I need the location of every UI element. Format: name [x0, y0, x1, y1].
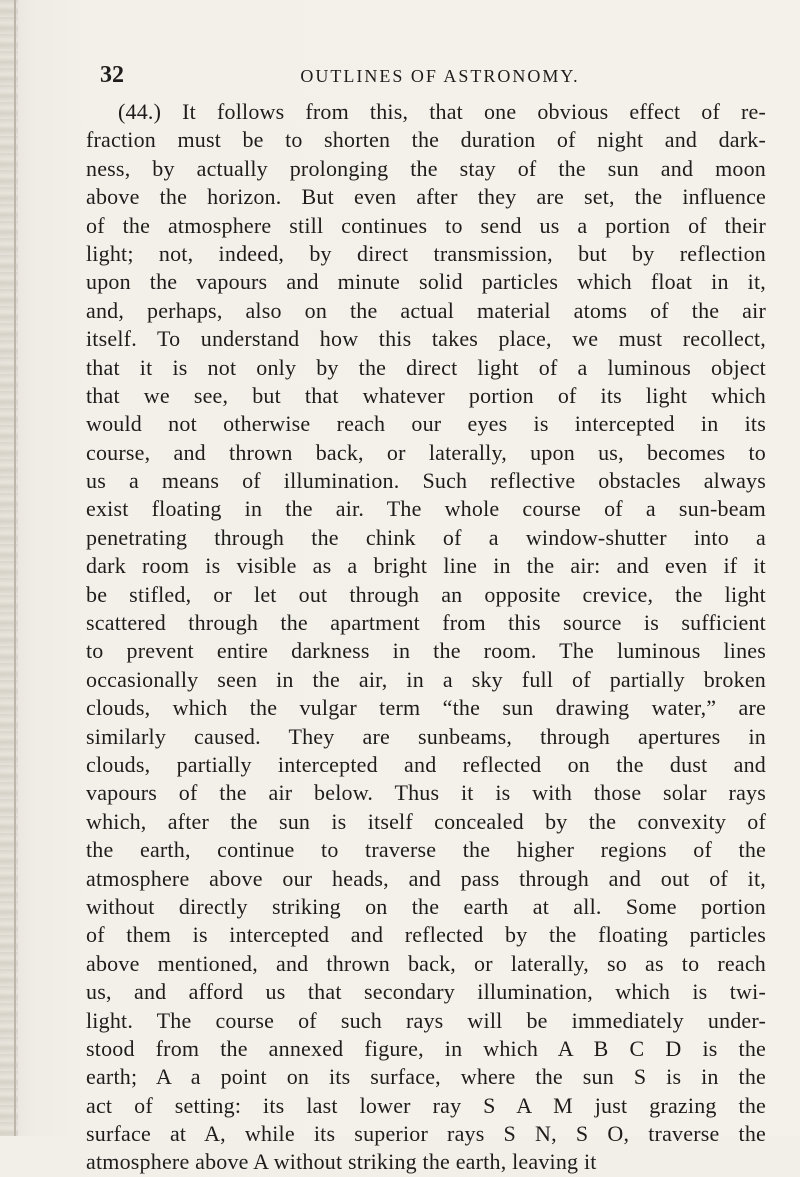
text-line: fraction must be to shorten the duration of night and dark-: [86, 127, 766, 153]
text-line: atmosphere above A without striking the earth, leaving it: [86, 1149, 597, 1175]
text-line: itself. To understand how this takes place, we must recollect,: [86, 326, 766, 352]
text-line: that we see, but that whatever portion of its light which: [86, 382, 766, 408]
text-line: clouds, which the vulgar term “the sun drawing water,” are: [86, 695, 766, 721]
text-line: of the atmosphere still continues to send us a portion of their: [86, 212, 766, 238]
text-line: vapours of the air below. Thus it is with those solar rays: [86, 780, 766, 806]
running-title: OUTLINES OF ASTRONOMY.: [300, 66, 580, 86]
text-line: dark room is visible as a bright line in the air: and even if it: [86, 553, 766, 579]
text-line: exist floating in the air. The whole course of a sun-beam: [86, 496, 766, 522]
page-header: [100, 62, 760, 92]
text-line: which, after the sun is itself concealed by the convexity of: [86, 808, 766, 834]
text-line: act of setting: its last lower ray S A M just grazing the: [86, 1092, 766, 1118]
text-line: upon the vapours and minute solid particles which float in it,: [86, 269, 766, 295]
text-line: similarly caused. They are sunbeams, through apertures in: [86, 723, 766, 749]
text-line: of them is intercepted and reflected by the floating particles: [86, 922, 766, 948]
text-line: penetrating through the chink of a window-shutter into a: [86, 524, 766, 550]
text-line: to prevent entire darkness in the room. The luminous lines: [86, 638, 766, 664]
text-line: would not otherwise reach our eyes is intercepted in its: [86, 411, 766, 437]
text-line: light; not, indeed, by direct transmission, but by reflection: [86, 240, 766, 266]
text-line: scattered through the apartment from this source is sufficient: [86, 610, 766, 636]
text-line: (44.) It follows from this, that one obvious effect of re-: [118, 99, 766, 124]
text-line: us a means of illumination. Such reflective obstacles always: [86, 468, 766, 494]
page-number: 32: [100, 62, 124, 88]
text-line: occasionally seen in the air, in a sky full of partially broken: [86, 666, 766, 692]
text-line: atmosphere above our heads, and pass through and out of it,: [86, 865, 766, 891]
text-line: us, and afford us that secondary illumination, which is twi-: [86, 979, 766, 1005]
text-line: be stifled, or let out through an opposite crevice, the light: [86, 581, 766, 607]
binding-line: [14, 0, 16, 1136]
text-line: ness, by actually prolonging the stay of the sun and moon: [86, 155, 766, 181]
text-line: light. The course of such rays will be immediately under-: [86, 1007, 766, 1033]
text-line: above mentioned, and thrown back, or laterally, so as to reach: [86, 950, 766, 976]
text-line: above the horizon. But even after they are set, the influence: [86, 184, 766, 210]
text-line: the earth, continue to traverse the higher regions of the: [86, 837, 766, 863]
text-line: surface at A, while its superior rays S N, S O, traverse the: [86, 1121, 766, 1147]
text-line: earth; A a point on its surface, where the sun S is in the: [86, 1064, 766, 1090]
text-line: stood from the annexed figure, in which A B C D is the: [86, 1035, 766, 1061]
text-line: course, and thrown back, or laterally, upon us, becomes to: [86, 439, 766, 465]
text-line: clouds, partially intercepted and reflected on the dust and: [86, 751, 766, 777]
text-line: without directly striking on the earth at all. Some portion: [86, 893, 766, 919]
body-text: [86, 98, 766, 1177]
text-line: and, perhaps, also on the actual material atoms of the air: [86, 297, 766, 323]
text-line: that it is not only by the direct light of a luminous object: [86, 354, 766, 380]
